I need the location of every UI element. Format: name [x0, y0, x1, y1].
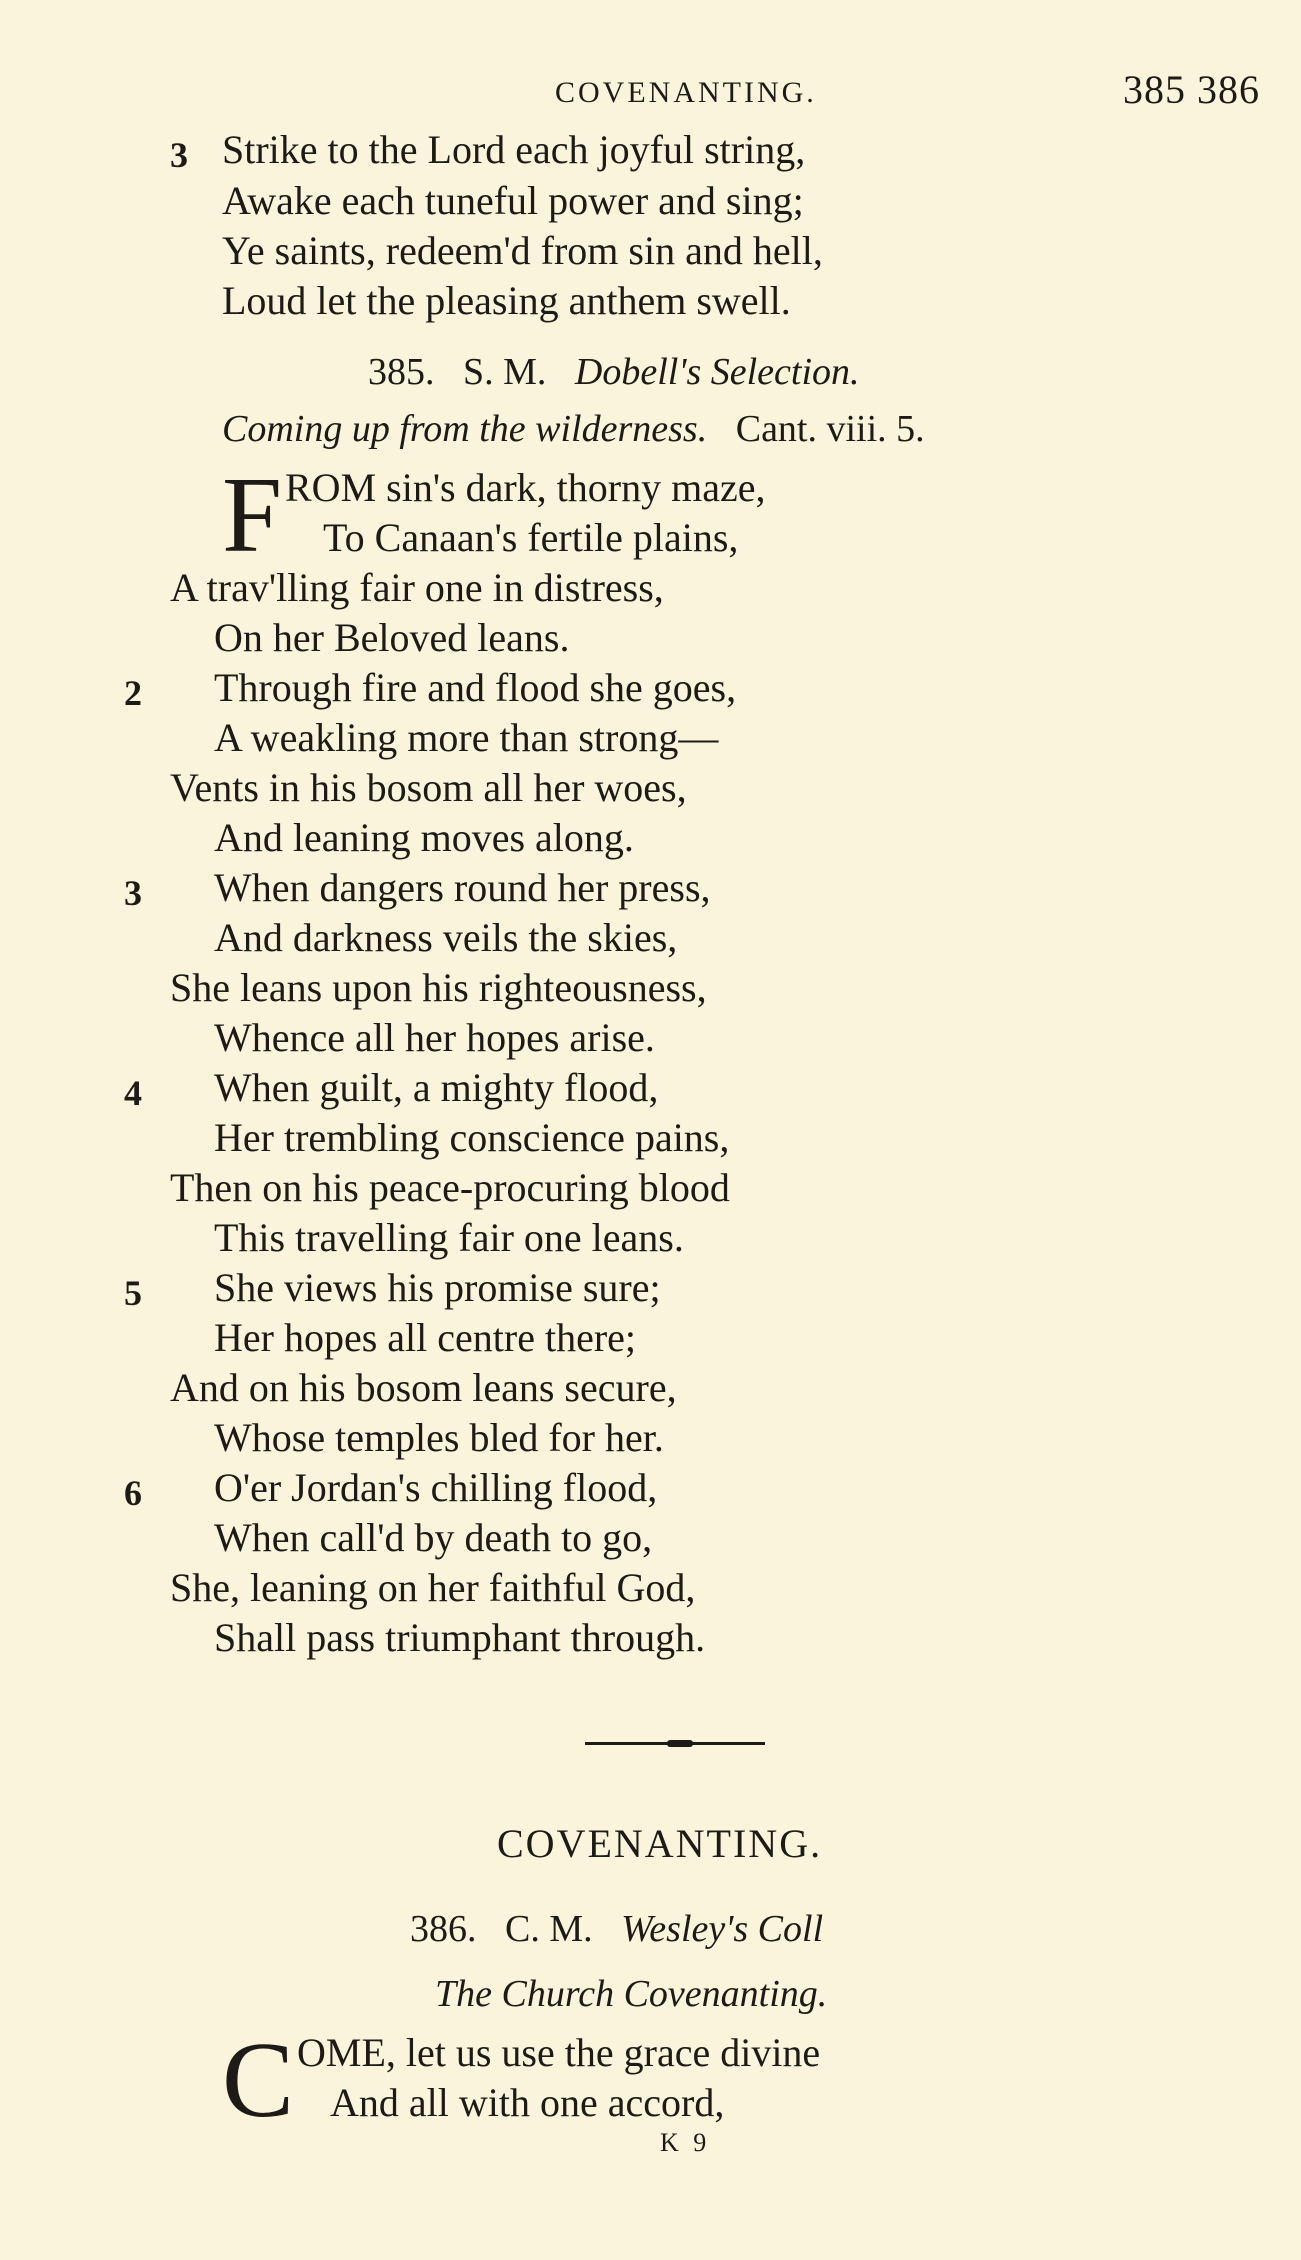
hymn-386-header — [410, 1907, 823, 1951]
scripture-reference: Cant. viii. 5. — [735, 408, 925, 450]
verse-line: Whence all her hopes arise. — [214, 1015, 655, 1060]
hymn-number: 386. — [410, 1908, 477, 1950]
verse-number: 6 — [124, 1473, 142, 1513]
verse-line: When guilt, a mighty flood, — [214, 1065, 659, 1110]
hymn-385-subtitle — [222, 407, 925, 451]
verse-line: ROM sin's dark, thorny maze, — [285, 465, 766, 510]
verse-line: A trav'lling fair one in distress, — [170, 565, 664, 610]
verse-line: Her hopes all centre there; — [214, 1315, 637, 1360]
section-title: COVENANTING. — [497, 1821, 823, 1866]
hymn-385-header — [368, 350, 860, 394]
hymn-source: Wesley's Coll — [621, 1908, 824, 1950]
verse-line: To Canaan's fertile plains, — [323, 515, 739, 560]
verse-line: And all with one accord, — [330, 2080, 725, 2125]
hymn-subtitle: Coming up from the wilderness. — [222, 408, 708, 450]
verse-line: Whose temples bled for her. — [214, 1415, 664, 1460]
drop-cap: F — [222, 456, 283, 575]
verse-line: When call'd by death to go, — [214, 1515, 653, 1560]
verse-line: A weakling more than strong— — [214, 715, 719, 760]
verse-line: Ye saints, redeem'd from sin and hell, — [222, 228, 823, 273]
verse-line: And leaning moves along. — [214, 815, 634, 860]
page-number: 385 386 — [1123, 67, 1260, 112]
verse-line: And darkness veils the skies, — [214, 915, 678, 960]
hymn-386-subtitle — [435, 1972, 827, 2016]
verse-line: This travelling fair one leans. — [214, 1215, 684, 1260]
verse-line: And on his bosom leans secure, — [170, 1365, 677, 1410]
verse-line: She leans upon his righteousness, — [170, 965, 707, 1010]
verse-line: She views his promise sure; — [214, 1265, 661, 1310]
verse-line: When dangers round her press, — [214, 865, 711, 910]
verse-number: 5 — [124, 1273, 142, 1313]
verse-number: 3 — [124, 873, 142, 913]
section-divider — [585, 1742, 765, 1745]
verse-line: OME, let us use the grace divine — [297, 2030, 821, 2075]
verse-line: Vents in his bosom all her woes, — [170, 765, 687, 810]
verse-line: Then on his peace-procuring blood — [170, 1165, 730, 1210]
verse-line: Her trembling conscience pains, — [214, 1115, 730, 1160]
verse-line: Through fire and flood she goes, — [214, 665, 737, 710]
verse-line: On her Beloved leans. — [214, 615, 570, 660]
hymn-meter: S. M. — [463, 351, 547, 393]
verse-line: Awake each tuneful power and sing; — [222, 178, 804, 223]
hymn-source: Dobell's Selection. — [574, 351, 860, 393]
hymn-subtitle: The Church Covenanting. — [435, 1973, 828, 2015]
verse-number: 2 — [124, 673, 142, 713]
verse-line: She, leaning on her faithful God, — [170, 1565, 696, 1610]
hymn-number: 385. — [368, 351, 435, 393]
drop-cap: C — [222, 2021, 295, 2140]
verse-number: 4 — [124, 1073, 142, 1113]
verse-line: O'er Jordan's chilling flood, — [214, 1465, 658, 1510]
signature-mark: K 9 — [660, 2128, 711, 2157]
verse-line: Strike to the Lord each joyful string, — [222, 127, 806, 172]
running-head: COVENANTING. — [555, 76, 817, 109]
verse-line: Shall pass triumphant through. — [214, 1615, 706, 1660]
verse-line: Loud let the pleasing anthem swell. — [222, 278, 791, 323]
hymn-meter: C. M. — [505, 1908, 593, 1950]
verse-number: 3 — [170, 135, 188, 175]
